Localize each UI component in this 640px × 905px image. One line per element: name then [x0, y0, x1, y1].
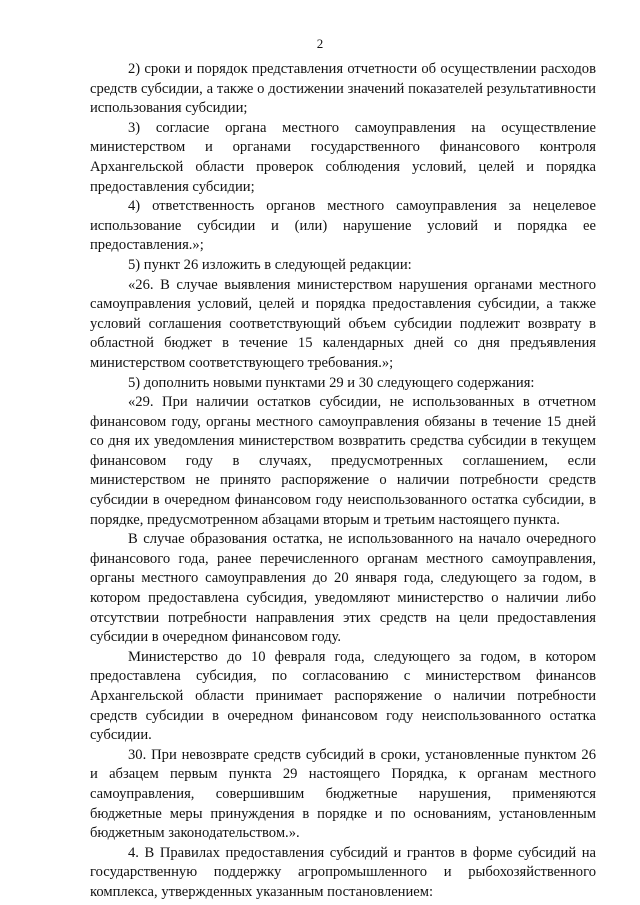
paragraph-point-26-text: «26. В случае выявления министерством нарушения органами местного самоуправления условий, целей и порядка предоставления субсидии, а также условий соглашения соответствующий объем субсидии подлежит возврату в областной бюджет в течение 15 календарных дней со дня предъявления министерством соответствующего требования.»; [90, 276, 596, 371]
paragraph-item-3-consent: 3) согласие органа местного самоуправления на осуществление министерством и органами государственного финансового контроля Архангельской области проверок соблюдения условий, целей и порядка предоставления субсидии; [90, 119, 596, 195]
paragraph-add-points-29-30: 5) дополнить новыми пунктами 29 и 30 следующего содержания: [128, 374, 535, 391]
paragraph-point-29-text: «29. При наличии остатков субсидии, не использованных в отчетном финансовом году, органы местного самоуправления обязаны в течение 15 дней со дня их уведомления министерством возвратить средства субсидии в текущем финансовом году в случаях, предусмотренных соглашением, если министерством не принято распоряжение о наличии потребности средств субсидии в очередном финансовом году неиспользованного остатка субсидии, в порядке, предусмотренном абзацами вторым и третьим настоящего пункта. [90, 394, 596, 528]
paragraph-section-4-rules: 4. В Правилах предоставления субсидий и грантов в форме субсидий на государственную поддержку агропромышленного и рыбохозяйственного комплекса, утвержденных указанным постановлением: [90, 844, 596, 900]
paragraph-amend-point-26: 5) пункт 26 изложить в следующей редакции: [128, 256, 412, 273]
paragraph-item-2-reporting: 2) сроки и порядок представления отчетности об осуществлении расходов средств субсидии, а также о достижении значений показателей результативности использования субсидии; [90, 61, 596, 117]
paragraph-point-29-ministry: Министерство до 10 февраля года, следующего за годом, в котором предоставлена субсидия, по согласованию с министерством финансов Архангельской области принимает распоряжение о наличии потребности средств субсидии в очередном финансовом году неиспользованного остатка субсидии. [90, 648, 596, 744]
paragraph-point-29-remainder: В случае образования остатка, не использованного на начало очередного финансового года, ранее перечисленного органам местного самоуправления, органы местного самоуправления до 20 января года, следующего за годом, в котором предоставлена субсидия, уведомляют министерство о наличии либо отсутствии потребности направления этих средств на цели предоставления субсидии в очередном финансовом году. [90, 531, 596, 646]
paragraph-point-30-text: 30. При невозврате средств субсидий в сроки, установленные пунктом 26 и абзацем первым пункта 29 настоящего Порядка, к органам местного самоуправления, совершившим бюджетные нарушения, применяются бюджетные меры принуждения в порядке и по основаниям, установленным бюджетным законодательством.». [90, 746, 596, 842]
paragraph-item-4-responsibility: 4) ответственность органов местного самоуправления за нецелевое использование субсидии и (или) нарушение условий и порядка ее предоставления.»; [90, 198, 596, 254]
page-number: 2 [316, 36, 324, 51]
document-body [90, 60, 596, 903]
